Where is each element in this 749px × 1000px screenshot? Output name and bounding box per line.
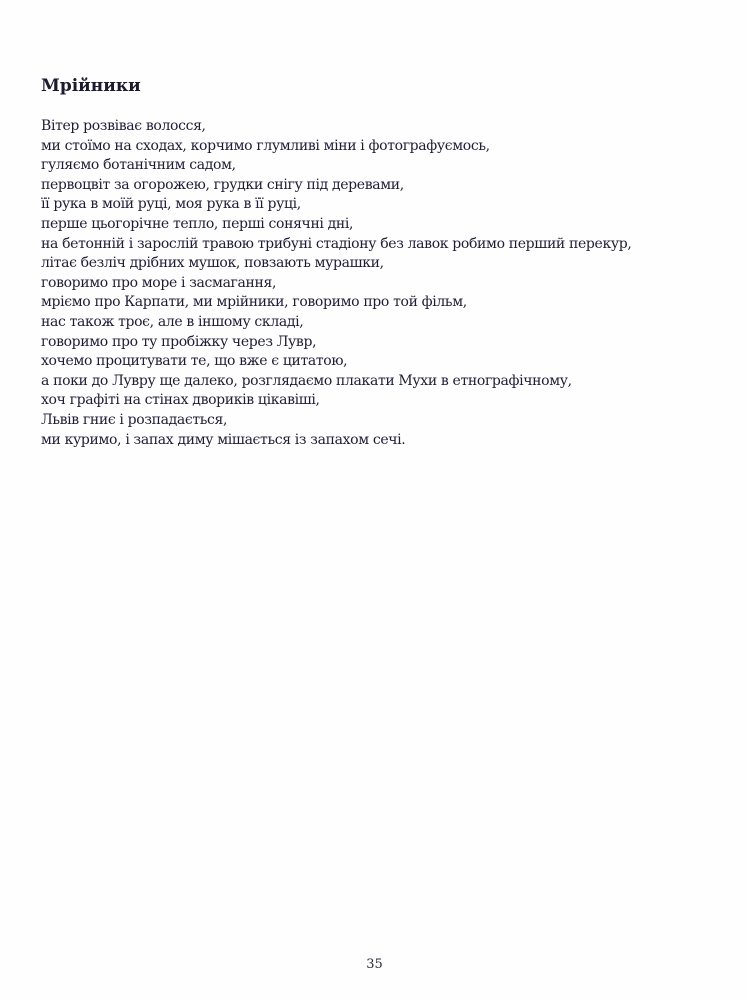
poem-line: говоримо про ту пробіжку через Лувр, bbox=[41, 333, 317, 350]
poem-line: ми стоїмо на сходах, корчимо глумливі міни і фотографуємось, bbox=[41, 137, 490, 154]
poem-line: літає безліч дрібних мушок, повзають мурашки, bbox=[41, 255, 384, 272]
poem-title: Мрійники bbox=[41, 76, 141, 96]
poem-line: перше цьогорічне тепло, перші сонячні дні, bbox=[41, 215, 354, 232]
page-number: 35 bbox=[366, 957, 383, 972]
poem-line: говоримо про море і засмагання, bbox=[41, 274, 277, 291]
poem-line: первоцвіт за огорожею, грудки снігу під деревами, bbox=[41, 176, 404, 193]
poem-line: гуляємо ботанічним садом, bbox=[41, 157, 236, 174]
poem-line: її рука в моїй руці, моя рука в її руці, bbox=[41, 196, 301, 213]
poem-line: нас також троє, але в іншому складі, bbox=[41, 313, 304, 330]
poem-line: ми куримо, і запах диму мішається із запахом сечі. bbox=[41, 431, 406, 448]
poem-line: хочемо процитувати те, що вже є цитатою, bbox=[41, 353, 348, 370]
poem-line: а поки до Лувру ще далеко, розглядаємо плакати Мухи в етнографічному, bbox=[41, 372, 572, 389]
poem-line: Львів гниє і розпадається, bbox=[41, 411, 228, 428]
poem-line: мріємо про Карпати, ми мрійники, говоримо про той фільм, bbox=[41, 294, 467, 311]
poem-line: Вітер розвіває волосся, bbox=[41, 118, 206, 134]
poem-line: на бетонній і зарослій травою трибуні стадіону без лавок робимо перший перекур, bbox=[41, 235, 632, 252]
poem-body bbox=[41, 117, 721, 450]
poem-line: хоч графіті на стінах двориків цікавіші, bbox=[41, 392, 320, 409]
